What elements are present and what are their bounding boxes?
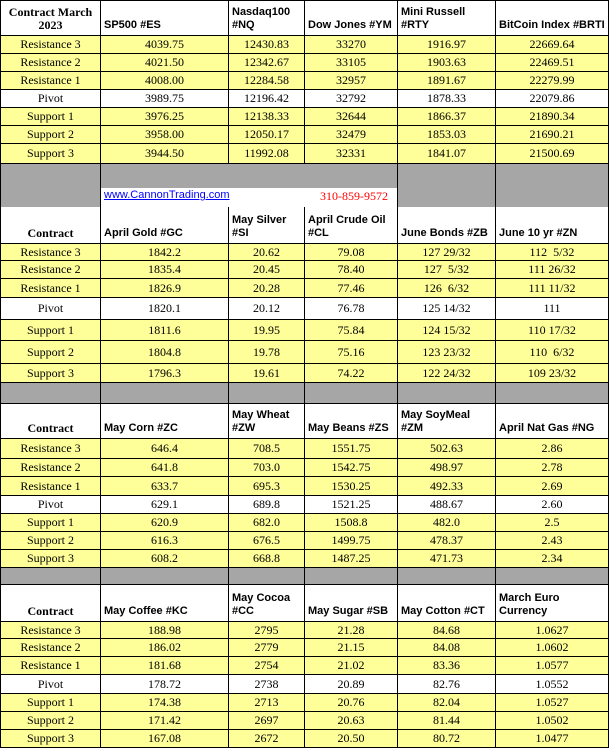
level-value: 19.78 <box>229 341 305 364</box>
level-label: Resistance 1 <box>0 657 101 675</box>
column-header-contract-march-2023: Contract March 2023 <box>0 0 101 36</box>
level-value: 21.28 <box>305 622 398 639</box>
level-value: 2779 <box>229 639 305 657</box>
level-value: 21.15 <box>305 639 398 657</box>
separator-cell <box>305 383 398 404</box>
level-row-resistance-2 <box>0 54 609 72</box>
level-label: Pivot <box>0 496 101 514</box>
level-value: 178.72 <box>101 675 229 694</box>
level-value: 174.38 <box>101 694 229 712</box>
level-label: Support 1 <box>0 694 101 712</box>
level-value: 33270 <box>305 36 398 54</box>
level-row-resistance-3 <box>0 244 609 261</box>
level-value: 20.89 <box>305 675 398 694</box>
column-header-may-beans-zs: May Beans #ZS <box>305 404 398 439</box>
level-value: 78.40 <box>305 261 398 279</box>
level-value: 2754 <box>229 657 305 675</box>
level-value: 32792 <box>305 90 398 108</box>
level-value: 22469.51 <box>496 54 609 72</box>
level-value: 188.98 <box>101 622 229 639</box>
level-row-support-3 <box>0 730 609 748</box>
level-value: 125 14/32 <box>398 298 496 320</box>
level-value: 689.8 <box>229 496 305 514</box>
level-label: Resistance 3 <box>0 439 101 459</box>
level-value: 75.84 <box>305 320 398 341</box>
level-value: 2672 <box>229 730 305 748</box>
level-value: 20.63 <box>305 712 398 730</box>
level-value: 1499.75 <box>305 532 398 550</box>
level-value: 126 6/32 <box>398 279 496 298</box>
level-row-support-1 <box>0 514 609 532</box>
level-value: 4021.50 <box>101 54 229 72</box>
section-separator <box>0 383 609 404</box>
column-header-may-coffee-kc: May Coffee #KC <box>101 585 229 622</box>
level-row-support-3 <box>0 550 609 568</box>
level-row-pivot <box>0 496 609 514</box>
level-label: Support 2 <box>0 126 101 144</box>
level-label: Resistance 3 <box>0 36 101 54</box>
level-value: 83.36 <box>398 657 496 675</box>
level-value: 2697 <box>229 712 305 730</box>
cannon-trading-link[interactable]: www.CannonTrading.com <box>104 189 230 201</box>
level-value: 1878.33 <box>398 90 496 108</box>
level-label: Support 1 <box>0 320 101 341</box>
level-label: Support 3 <box>0 144 101 164</box>
level-value: 1.0602 <box>496 639 609 657</box>
metals-energy-rates-header-row <box>0 207 609 244</box>
level-value: 110 17/32 <box>496 320 609 341</box>
level-value: 3944.50 <box>101 144 229 164</box>
column-header-may-cotton-ct: May Cotton #CT <box>398 585 496 622</box>
banner-cell <box>496 164 609 207</box>
level-row-support-2 <box>0 712 609 730</box>
separator-cell <box>398 383 496 404</box>
level-value: 167.08 <box>101 730 229 748</box>
level-row-support-3 <box>0 144 609 164</box>
level-value: 492.33 <box>398 477 496 496</box>
level-value: 1796.3 <box>101 364 229 383</box>
level-value: 1.0627 <box>496 622 609 639</box>
level-label: Support 3 <box>0 730 101 748</box>
level-value: 84.08 <box>398 639 496 657</box>
column-header-june-bonds-zb: June Bonds #ZB <box>398 207 496 244</box>
level-value: 3976.25 <box>101 108 229 126</box>
level-value: 1841.07 <box>398 144 496 164</box>
level-value: 641.8 <box>101 459 229 477</box>
level-value: 124 15/32 <box>398 320 496 341</box>
level-value: 22669.64 <box>496 36 609 54</box>
level-value: 1891.67 <box>398 72 496 90</box>
level-label: Support 1 <box>0 108 101 126</box>
level-value: 20.12 <box>229 298 305 320</box>
level-value: 12050.17 <box>229 126 305 144</box>
level-value: 75.16 <box>305 341 398 364</box>
level-label: Resistance 2 <box>0 639 101 657</box>
level-value: 32957 <box>305 72 398 90</box>
phone-number: 310-859-9572 <box>320 189 388 203</box>
level-value: 82.76 <box>398 675 496 694</box>
level-value: 1804.8 <box>101 341 229 364</box>
level-row-resistance-3 <box>0 36 609 54</box>
level-value: 1811.6 <box>101 320 229 341</box>
column-header-march-euro-currency: March Euro Currency <box>496 585 609 622</box>
level-value: 11992.08 <box>229 144 305 164</box>
separator-cell <box>398 568 496 585</box>
level-value: 127 5/32 <box>398 261 496 279</box>
level-value: 2738 <box>229 675 305 694</box>
level-value: 20.76 <box>305 694 398 712</box>
level-value: 12196.42 <box>229 90 305 108</box>
level-label: Pivot <box>0 298 101 320</box>
level-row-pivot <box>0 298 609 320</box>
level-label: Resistance 2 <box>0 54 101 72</box>
level-value: 32644 <box>305 108 398 126</box>
level-value: 22079.86 <box>496 90 609 108</box>
separator-cell <box>101 568 229 585</box>
contact-banner <box>0 164 609 207</box>
level-value: 471.73 <box>398 550 496 568</box>
separator-cell <box>229 568 305 585</box>
level-row-resistance-1 <box>0 657 609 675</box>
level-value: 171.42 <box>101 712 229 730</box>
separator-cell <box>305 568 398 585</box>
separator-cell <box>101 383 229 404</box>
level-value: 2.34 <box>496 550 609 568</box>
level-value: 12342.67 <box>229 54 305 72</box>
level-value: 32479 <box>305 126 398 144</box>
level-row-support-2 <box>0 341 609 364</box>
level-value: 1.0552 <box>496 675 609 694</box>
level-value: 19.95 <box>229 320 305 341</box>
level-value: 2.5 <box>496 514 609 532</box>
level-value: 1508.8 <box>305 514 398 532</box>
level-value: 1820.1 <box>101 298 229 320</box>
separator-cell <box>0 568 101 585</box>
level-value: 682.0 <box>229 514 305 532</box>
level-row-resistance-3 <box>0 439 609 459</box>
level-value: 478.37 <box>398 532 496 550</box>
level-value: 112 5/32 <box>496 244 609 261</box>
column-header-may-wheat-zw: May Wheat #ZW <box>229 404 305 439</box>
level-value: 2.86 <box>496 439 609 459</box>
level-value: 123 23/32 <box>398 341 496 364</box>
level-row-resistance-2 <box>0 639 609 657</box>
level-label: Support 3 <box>0 550 101 568</box>
column-header-june-10-yr-zn: June 10 yr #ZN <box>496 207 609 244</box>
level-value: 74.22 <box>305 364 398 383</box>
level-row-resistance-2 <box>0 261 609 279</box>
column-header-may-soymeal-zm: May SoyMeal #ZM <box>398 404 496 439</box>
column-header-bitcoin-index-brti: BitCoin Index #BRTI <box>496 0 609 36</box>
level-label: Support 2 <box>0 712 101 730</box>
level-row-resistance-2 <box>0 459 609 477</box>
level-row-pivot <box>0 90 609 108</box>
level-label: Pivot <box>0 675 101 694</box>
level-value: 12138.33 <box>229 108 305 126</box>
separator-cell <box>229 383 305 404</box>
level-value: 20.50 <box>305 730 398 748</box>
level-value: 1.0527 <box>496 694 609 712</box>
level-value: 629.1 <box>101 496 229 514</box>
level-value: 2795 <box>229 622 305 639</box>
level-row-support-1 <box>0 108 609 126</box>
section-separator <box>0 568 609 585</box>
column-header-april-crude-oil-cl: April Crude Oil #CL <box>305 207 398 244</box>
level-value: 695.3 <box>229 477 305 496</box>
level-value: 33105 <box>305 54 398 72</box>
level-label: Resistance 1 <box>0 72 101 90</box>
level-value: 1487.25 <box>305 550 398 568</box>
level-value: 81.44 <box>398 712 496 730</box>
level-row-support-3 <box>0 364 609 383</box>
level-value: 2713 <box>229 694 305 712</box>
column-header-april-gold-gc: April Gold #GC <box>101 207 229 244</box>
banner-cell <box>398 164 496 207</box>
level-value: 646.4 <box>101 439 229 459</box>
level-value: 488.67 <box>398 496 496 514</box>
level-row-resistance-1 <box>0 72 609 90</box>
level-value: 20.45 <box>229 261 305 279</box>
level-label: Support 2 <box>0 532 101 550</box>
level-value: 186.02 <box>101 639 229 657</box>
level-value: 1842.2 <box>101 244 229 261</box>
level-value: 21690.21 <box>496 126 609 144</box>
level-value: 1551.75 <box>305 439 398 459</box>
level-value: 1.0477 <box>496 730 609 748</box>
level-label: Support 2 <box>0 341 101 364</box>
level-value: 668.8 <box>229 550 305 568</box>
level-value: 482.0 <box>398 514 496 532</box>
column-header-contract: Contract <box>0 404 101 439</box>
level-value: 620.9 <box>101 514 229 532</box>
level-value: 84.68 <box>398 622 496 639</box>
level-value: 2.69 <box>496 477 609 496</box>
level-value: 111 <box>496 298 609 320</box>
level-value: 111 11/32 <box>496 279 609 298</box>
column-header-contract: Contract <box>0 207 101 244</box>
level-label: Resistance 1 <box>0 477 101 496</box>
level-row-resistance-1 <box>0 279 609 298</box>
level-value: 633.7 <box>101 477 229 496</box>
column-header-sp500-es: SP500 #ES <box>101 0 229 36</box>
level-value: 1542.75 <box>305 459 398 477</box>
level-value: 21890.34 <box>496 108 609 126</box>
level-value: 1866.37 <box>398 108 496 126</box>
level-label: Resistance 3 <box>0 244 101 261</box>
level-row-resistance-3 <box>0 622 609 639</box>
level-value: 21500.69 <box>496 144 609 164</box>
level-value: 1.0502 <box>496 712 609 730</box>
level-label: Pivot <box>0 90 101 108</box>
level-value: 608.2 <box>101 550 229 568</box>
separator-cell <box>496 568 609 585</box>
level-value: 2.60 <box>496 496 609 514</box>
level-label: Resistance 2 <box>0 459 101 477</box>
level-value: 616.3 <box>101 532 229 550</box>
level-value: 111 26/32 <box>496 261 609 279</box>
level-row-support-1 <box>0 320 609 341</box>
level-value: 127 29/32 <box>398 244 496 261</box>
level-value: 19.61 <box>229 364 305 383</box>
level-value: 1826.9 <box>101 279 229 298</box>
level-value: 110 6/32 <box>496 341 609 364</box>
level-value: 3958.00 <box>101 126 229 144</box>
level-value: 12284.58 <box>229 72 305 90</box>
column-header-may-sugar-sb: May Sugar #SB <box>305 585 398 622</box>
level-value: 1916.97 <box>398 36 496 54</box>
level-value: 708.5 <box>229 439 305 459</box>
level-value: 4039.75 <box>101 36 229 54</box>
separator-cell <box>496 383 609 404</box>
column-header-dow-jones-ym: Dow Jones #YM <box>305 0 398 36</box>
level-value: 4008.00 <box>101 72 229 90</box>
level-value: 1.0577 <box>496 657 609 675</box>
level-label: Resistance 1 <box>0 279 101 298</box>
column-header-may-corn-zc: May Corn #ZC <box>101 404 229 439</box>
level-label: Resistance 2 <box>0 261 101 279</box>
banner-cell <box>0 164 101 207</box>
level-row-support-1 <box>0 694 609 712</box>
level-value: 32331 <box>305 144 398 164</box>
level-value: 21.02 <box>305 657 398 675</box>
level-value: 676.5 <box>229 532 305 550</box>
level-value: 1521.25 <box>305 496 398 514</box>
level-value: 22279.99 <box>496 72 609 90</box>
softs-fx-header-row <box>0 585 609 622</box>
level-value: 109 23/32 <box>496 364 609 383</box>
level-value: 20.62 <box>229 244 305 261</box>
level-value: 80.72 <box>398 730 496 748</box>
column-header-april-nat-gas-ng: April Nat Gas #NG <box>496 404 609 439</box>
level-row-resistance-1 <box>0 477 609 496</box>
level-value: 2.43 <box>496 532 609 550</box>
level-value: 77.46 <box>305 279 398 298</box>
column-header-mini-russell-rty: Mini Russell #RTY <box>398 0 496 36</box>
level-value: 1853.03 <box>398 126 496 144</box>
equities-header-row <box>0 0 609 36</box>
level-row-pivot <box>0 675 609 694</box>
separator-cell <box>0 383 101 404</box>
column-header-may-cocoa-cc: May Cocoa #CC <box>229 585 305 622</box>
level-value: 3989.75 <box>101 90 229 108</box>
level-label: Support 3 <box>0 364 101 383</box>
level-row-support-2 <box>0 126 609 144</box>
level-value: 20.28 <box>229 279 305 298</box>
column-header-may-silver-si: May Silver #SI <box>229 207 305 244</box>
level-value: 1903.63 <box>398 54 496 72</box>
column-header-contract: Contract <box>0 585 101 622</box>
level-value: 76.78 <box>305 298 398 320</box>
level-value: 79.08 <box>305 244 398 261</box>
level-label: Resistance 3 <box>0 622 101 639</box>
level-value: 498.97 <box>398 459 496 477</box>
level-value: 1835.4 <box>101 261 229 279</box>
level-value: 2.78 <box>496 459 609 477</box>
level-value: 122 24/32 <box>398 364 496 383</box>
grains-gas-header-row <box>0 404 609 439</box>
level-value: 82.04 <box>398 694 496 712</box>
level-value: 181.68 <box>101 657 229 675</box>
column-header-nasdaq100-nq: Nasdaq100 #NQ <box>229 0 305 36</box>
level-value: 703.0 <box>229 459 305 477</box>
level-value: 502.63 <box>398 439 496 459</box>
level-value: 1530.25 <box>305 477 398 496</box>
level-row-support-2 <box>0 532 609 550</box>
level-label: Support 1 <box>0 514 101 532</box>
level-value: 12430.83 <box>229 36 305 54</box>
